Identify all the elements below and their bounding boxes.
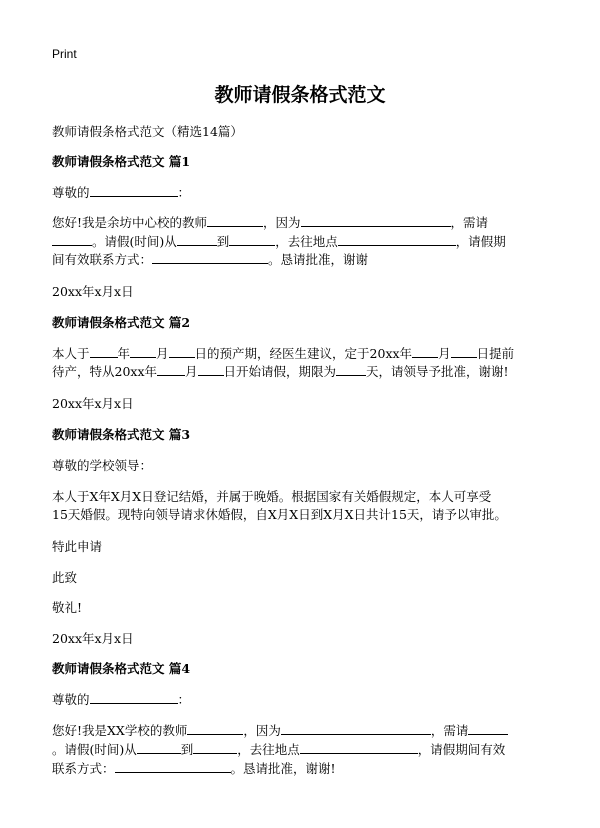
greeting-colon: ：: [177, 185, 191, 200]
closing-line: 敬礼!: [52, 600, 83, 615]
greeting-line: [52, 690, 190, 708]
date-line: 20xx年x月x日: [52, 631, 134, 646]
greeting-colon: ：: [177, 692, 191, 707]
text-segment: 本人于: [52, 346, 90, 361]
text-segment: ，请假期: [455, 234, 506, 249]
paragraph-line: [52, 740, 505, 758]
blank-field: [169, 344, 195, 358]
text-segment: 日开始请假，期限为: [223, 364, 337, 379]
text-segment: 天，请领导予批准，谢谢!: [366, 364, 509, 379]
paragraph-line: [52, 344, 514, 362]
blank-field: [229, 232, 275, 246]
paragraph-line: [52, 232, 506, 250]
text-segment: 月: [185, 364, 198, 379]
text-segment: 年: [117, 346, 131, 361]
text-segment: 。恳请批准，谢谢!: [230, 761, 336, 776]
blank-field: [207, 213, 263, 227]
section-heading: 教师请假条格式范文 篇4: [52, 661, 191, 676]
greeting-line: [52, 183, 190, 201]
paragraph-line: [52, 362, 509, 380]
text-segment: ，需请: [450, 215, 489, 230]
blank-field: [193, 740, 237, 754]
blank-field: [137, 740, 181, 754]
print-label[interactable]: Print: [52, 47, 77, 61]
blank-field: [177, 232, 217, 246]
closing-line: 此致: [52, 570, 78, 585]
section-heading: 教师请假条格式范文 篇1: [52, 154, 191, 169]
text-segment: 到: [180, 742, 194, 757]
greeting-text: 尊敬的: [52, 692, 90, 707]
date-line: 20xx年x月x日: [52, 396, 134, 411]
blank-field: [115, 759, 231, 773]
blank-field: [90, 690, 178, 704]
blank-field: [198, 362, 224, 376]
paragraph-line: [52, 213, 488, 231]
document-title: 教师请假条格式范文: [214, 84, 386, 106]
blank-field: [412, 344, 438, 358]
text-segment: ，去往地点: [237, 742, 300, 757]
paragraph-line: [52, 250, 368, 268]
blank-field: [52, 232, 92, 246]
section-heading: 教师请假条格式范文 篇2: [52, 315, 191, 330]
text-segment: 月: [438, 346, 451, 361]
text-segment: 联系方式：: [52, 761, 115, 776]
text-segment: 您好!我是余坊中心校的教师: [52, 215, 208, 230]
text-segment: 日提前: [476, 346, 515, 361]
text-segment: ，请假期间有效: [417, 742, 506, 757]
text-segment: 间有效联系方式：: [52, 252, 153, 267]
blank-field: [301, 213, 451, 227]
text-segment: 。请假(时间)从: [92, 234, 177, 249]
blank-field: [130, 344, 156, 358]
text-segment: 您好!我是XX学校的教师: [52, 723, 188, 738]
blank-field: [468, 721, 508, 735]
text-segment: ，因为: [263, 215, 301, 230]
section-heading: 教师请假条格式范文 篇3: [52, 427, 191, 442]
paragraph-line: 本人于X年X月X日登记结婚，并属于晚婚。根据国家有关婚假规定，本人可享受: [52, 489, 492, 504]
blank-field: [90, 183, 178, 197]
blank-field: [90, 344, 118, 358]
text-segment: ，需请: [430, 723, 469, 738]
paragraph-line: 15天婚假。现特向领导请求休婚假，自X月X日到X月X日共计15天，请予以审批。: [52, 507, 507, 522]
blank-field: [281, 721, 431, 735]
greeting-text: 尊敬的: [52, 185, 90, 200]
text-segment: 日的预产期，经医生建议，定于20xx年: [194, 346, 413, 361]
text-segment: 待产，特从20xx年: [52, 364, 158, 379]
greeting-line: 尊敬的学校领导：: [52, 458, 153, 473]
blank-field: [187, 721, 243, 735]
blank-field: [336, 362, 366, 376]
closing-line: 特此申请: [52, 539, 103, 554]
paragraph-line: [52, 721, 508, 739]
text-segment: ，因为: [243, 723, 281, 738]
blank-field: [300, 740, 418, 754]
text-segment: 。请假(时间)从: [52, 742, 137, 757]
blank-field: [157, 362, 185, 376]
text-segment: ，去往地点: [275, 234, 338, 249]
blank-field: [338, 232, 456, 246]
blank-field: [451, 344, 477, 358]
text-segment: 。恳请批准，谢谢: [268, 252, 369, 267]
date-line: 20xx年x月x日: [52, 284, 134, 299]
document-subtitle: 教师请假条格式范文（精选14篇）: [52, 124, 243, 139]
paragraph-line: [52, 759, 336, 777]
text-segment: 月: [156, 346, 169, 361]
blank-field: [152, 250, 268, 264]
text-segment: 到: [216, 234, 230, 249]
